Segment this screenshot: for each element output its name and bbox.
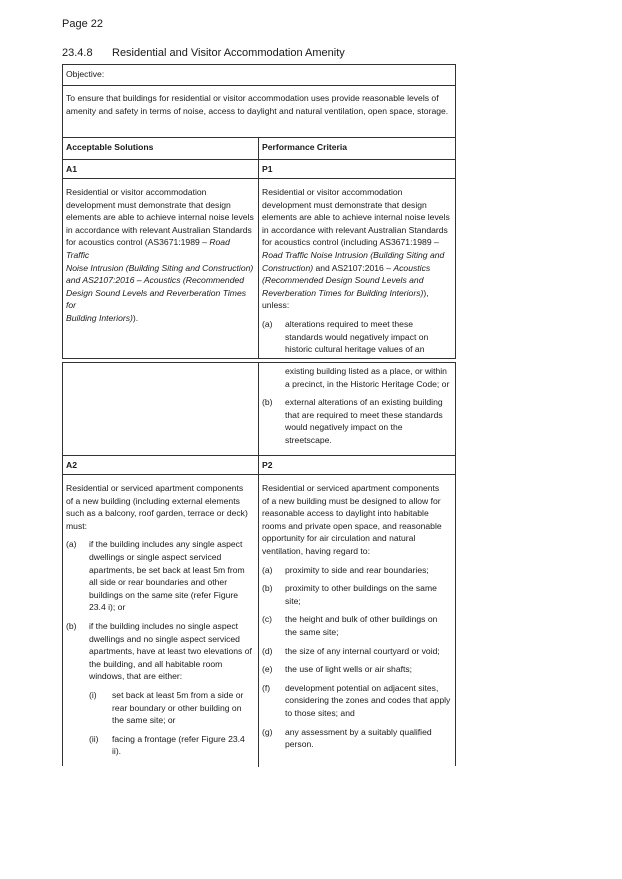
list-item-text: the use of light wells or air shafts;: [285, 664, 413, 675]
p2-intro: Residential or serviced apartment components of a new building must be designed to allow for reasonable access to daylight into habitable rooms and private open space, and reasonable opportunity for air circulation and natural ventilation, having regard to:: [262, 483, 442, 556]
p2-body: [259, 475, 455, 767]
list-item-text: the size of any internal courtyard or void;: [285, 645, 440, 656]
list-item-text: the same site;: [285, 626, 339, 637]
p2-code: P2: [262, 460, 273, 470]
list-item-text: proximity to side and rear boundaries;: [285, 564, 429, 575]
a2-subitem-i: (i) set back at least 5m from a side or rear boundary or other building on the same site; or: [89, 689, 244, 726]
a1-code: A1: [63, 160, 259, 178]
code-row-2: [63, 456, 455, 475]
list-item-text: person.: [285, 739, 314, 750]
p2-list-item: [262, 663, 452, 676]
p2-list-item: [262, 682, 452, 720]
list-item-text: any assessment by a suitably qualified: [285, 726, 432, 737]
list-item-label: (b): [262, 583, 273, 594]
code-row-1: [63, 160, 455, 179]
p1-item-a-continued: existing building listed as a place, or within a precinct, in the Historic Heritage Code; or: [285, 366, 450, 389]
a2-body: [63, 475, 259, 767]
p2-list-item: [262, 582, 452, 607]
p1-continuation-row: [63, 363, 455, 456]
a2-intro: Residential or serviced apartment components of a new building (including external elements such as a balcony, roof garden, terrace or deck) must:: [66, 483, 248, 531]
a2-item-a: (a) if the building includes any single aspect dwellings or single aspect serviced apartments, be set back at least 5m from all side or rear boundaries and other buildings on the same site (refer Figure 23.4 i); or: [66, 539, 245, 613]
body-row-1: [63, 179, 455, 359]
a1-text: Residential or visitor accommodation development must demonstrate that design elements are able to achieve internal noise levels in accordance with relevant Australian Standards for acoustics control (AS3671:1989 – Road Traffic Noise Intrusion (Building Siting and Construction) and AS2107:2016 – Acoustics (Recommended Design Sound Levels and Reverberation Times for Building Interiors)).: [66, 187, 254, 323]
p1-text: Residential or visitor accommodation development must demonstrate that design elements are able to achieve internal noise levels in accordance with relevant Australian Standards for acoustics control (including AS3671:1989 – Road Traffic Noise Intrusion (Building Siting and Construction) and AS2107:2016 – Acoustics (Recommended Design Sound Levels and Reverberation Times for Building Interiors)), unless:: [262, 187, 450, 311]
list-item-text: development potential on adjacent sites,: [285, 682, 439, 693]
list-item-label: (g): [262, 726, 273, 737]
list-item-label: (d): [262, 645, 273, 656]
page-number: Page 22: [62, 18, 103, 30]
p2-list-item: [262, 645, 452, 658]
list-item-text: proximity to other buildings on the same: [285, 583, 437, 594]
a2-code: A2: [63, 456, 259, 474]
objective-text: To ensure that buildings for residential or visitor accommodation uses provide reasonable levels of amenity and safety in terms of noise, access to daylight and natural ventilation, open space, storage.: [63, 86, 455, 138]
list-item-text: to those sites; and: [285, 707, 355, 718]
p1-item-b: (b) external alterations of an existing building that are required to meet these standards would negatively impact on the streetscape.: [262, 397, 443, 445]
a2-item-b: (b) if the building includes no single aspect dwellings and no single aspect serviced apartments, have at least two elevations of the building, and all habitable room windows, that are either:: [66, 620, 252, 682]
objective-label: Objective:: [63, 65, 455, 86]
a1-continuation-cell: [63, 363, 259, 455]
standards-table-part-1: [62, 64, 456, 359]
p1-body: [259, 179, 455, 359]
performance-criteria-header: Performance Criteria: [262, 142, 348, 152]
p2-items-list: [262, 558, 452, 751]
section-number: 23.4.8: [62, 47, 93, 59]
list-item-text: considering the zones and codes that apply: [285, 695, 451, 706]
acceptable-solutions-header: Acceptable Solutions: [63, 138, 259, 159]
standards-table-part-2: [62, 362, 456, 766]
list-item-text: site;: [285, 595, 301, 606]
p2-list-item: [262, 613, 452, 638]
a2-subitem-ii: (ii) facing a frontage (refer Figure 23.4 ii).: [89, 733, 245, 757]
section-title: Residential and Visitor Accommodation Amenity: [112, 47, 345, 59]
list-item-label: (c): [262, 614, 273, 625]
list-item-label: (a): [262, 564, 273, 575]
list-item-text: the height and bulk of other buildings on: [285, 614, 438, 625]
body-row-2: [63, 475, 455, 767]
p1-item-a: (a) alterations required to meet these standards would negatively impact on historic cultural heritage values of an: [262, 318, 429, 355]
p2-list-item: [262, 726, 452, 751]
table-header-row: [63, 138, 455, 160]
a1-body: [63, 179, 259, 359]
list-item-label: (e): [262, 664, 273, 675]
p1-code: P1: [262, 164, 273, 174]
p1-continuation-cell: [259, 363, 455, 455]
section-heading: [62, 47, 345, 59]
p2-list-item: [262, 564, 452, 577]
list-item-label: (f): [262, 682, 271, 693]
